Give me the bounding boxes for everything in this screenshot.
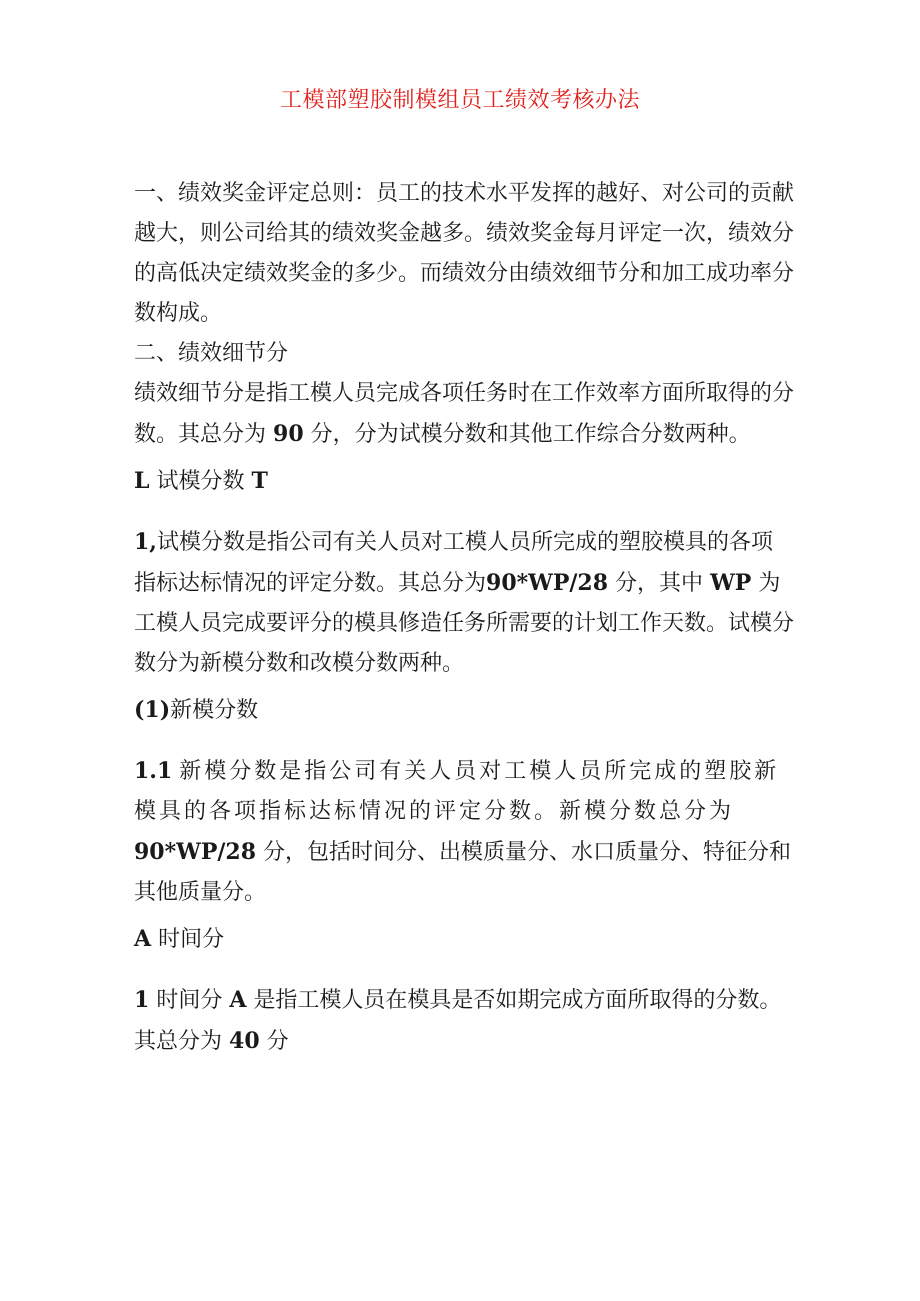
- document-body: [134, 174, 794, 1062]
- heading-text: 新模分数: [170, 698, 259, 723]
- heading-letter-l: L: [134, 468, 150, 494]
- paragraph-general-rule: 一、绩效奖金评定总则：员工的技术水平发挥的越好、对公司的贡献越大，则公司给其的绩效奖金越多。绩效奖金每月评定一次，绩效分的高低决定绩效奖金的多少。而绩效分由绩效细节分和加工成功率分数构成。: [134, 181, 795, 326]
- item-number: 1,: [134, 529, 157, 555]
- number-90: 90: [273, 421, 304, 447]
- heading-new-mold-score: [134, 690, 794, 731]
- paragraph-text: 是指工模人员在模具是否如期完成方面所取得的分数。其总分为: [134, 988, 782, 1054]
- formula: 90*WP/28: [486, 570, 609, 596]
- paragraph-trial-score: [134, 522, 794, 684]
- paragraph-text: 分: [266, 1029, 289, 1054]
- wp-term: WP: [710, 570, 752, 596]
- paragraph-detail-score: [134, 374, 794, 455]
- paragraph-text: 为工模人员完成要评分的模具修造任务所需要的计划工作天数。试模分数分为新模分数和改模分数两种。: [134, 571, 795, 676]
- letter-a: A: [229, 987, 247, 1013]
- paragraph-text: 试模分数是指公司有关人员对工模人员所完成的塑胶模具的各项指标达标情况的评定分数。其总分为: [134, 530, 773, 596]
- paragraph-text: 时间分: [156, 988, 223, 1013]
- heading-time-score: [134, 919, 794, 960]
- number-40: 40: [229, 1028, 260, 1054]
- item-number: 1.1: [134, 758, 173, 784]
- paragraph-text: 绩效细节分是指工模人员完成各项任务时在工作效率方面所取得的分数。其总分为: [134, 381, 795, 447]
- formula: 90*WP/28: [134, 839, 257, 865]
- paragraph-new-mold-score: [134, 751, 794, 913]
- heading-section-two: 二、绩效细节分: [134, 341, 289, 366]
- paragraph-text: 新模分数是指公司有关人员对工模人员所完成的塑胶新模具的各项指标达标情况的评定分数。新模分数总分为: [134, 759, 780, 824]
- heading-letter-t: T: [251, 468, 268, 494]
- paragraph-time-score: [134, 980, 794, 1062]
- heading-trial-score: [134, 461, 794, 502]
- heading-text: 时间分: [158, 927, 225, 952]
- paragraph-text: 分，包括时间分、出模质量分、水口质量分、特征分和其他质量分。: [134, 840, 792, 905]
- paragraph-text: 分，分为试模分数和其他工作综合分数两种。: [310, 422, 751, 447]
- item-number: (1): [134, 697, 171, 723]
- paragraph-text: 分，其中: [615, 571, 704, 596]
- heading-letter-a: A: [134, 926, 152, 952]
- document-title: 工模部塑胶制模组员工绩效考核办法: [279, 88, 640, 113]
- item-number: 1: [134, 987, 150, 1013]
- heading-text: 试模分数: [156, 469, 245, 494]
